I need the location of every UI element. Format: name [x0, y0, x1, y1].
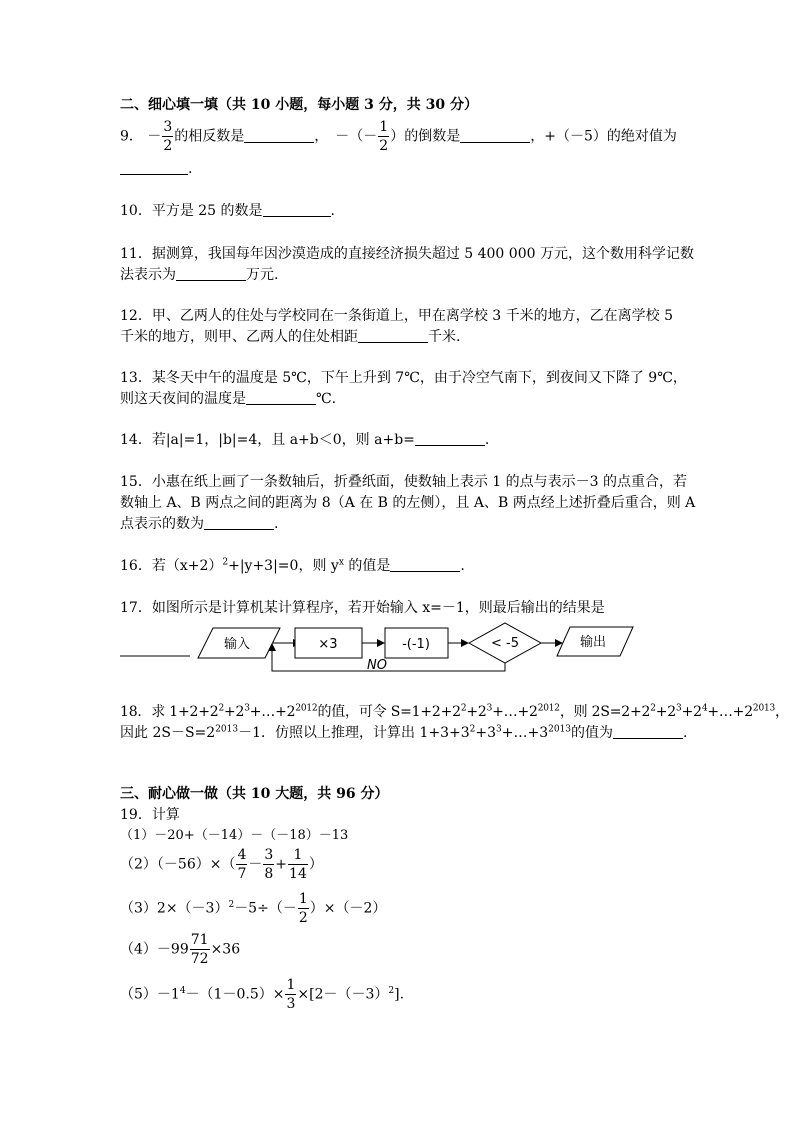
question-15-line-1: 15．小惠在纸上画了一条数轴后，折叠纸面，使数轴上表示 1 的点与表示－3 的点重合，若: [120, 474, 687, 490]
q19-p2-fraction-1: $\frac{4}{7}$: [237, 847, 247, 882]
question-17: 17．如图所示是计算机某计算程序，若开始输入 x=－1，则最后输出的结果是: [120, 600, 605, 616]
question-12-line-1: 12．甲、乙两人的住处与学校同在一条街道上，甲在离学校 3 千米的地方，乙在离学校 5: [120, 308, 673, 324]
question-19-label: 19．计算: [120, 807, 180, 823]
q16-text-3: 的值是: [343, 558, 391, 574]
q10-blank[interactable]: [263, 202, 331, 217]
q9-line-2: [120, 160, 192, 178]
q11-text: 法表示为: [120, 267, 176, 283]
flow-arrowhead-2: [377, 639, 385, 647]
q13-blank[interactable]: [246, 390, 316, 405]
flow-subtract-label: -(-1): [402, 637, 430, 652]
flow-condition-label: < -5: [491, 636, 519, 651]
q11-blank[interactable]: [176, 266, 246, 281]
q16-period: .: [460, 558, 465, 574]
q9-text-2: ， －（－: [314, 128, 378, 145]
question-18-line-1: 18．求 $1+2+2^2+2^3+\dots+2^{2012}$的值，可令 $S=1+2+2^2+2^3+\dots+2^{2012}$，则 $2S=2+2^2+2^3+2^4+\dots+2^{2013}$，: [120, 703, 789, 720]
q14-blank[interactable]: [415, 431, 485, 446]
q15-period: .: [274, 516, 279, 532]
q16-exponent-1: 2: [222, 557, 229, 568]
q15-text: 点表示的数为: [120, 516, 204, 532]
flow-input-label: 输入: [223, 637, 251, 652]
q12-unit: 千米.: [428, 329, 461, 345]
q9-text-3: ）的倒数是: [390, 128, 461, 145]
question-13-line-2: [120, 390, 336, 408]
q19-part-4: （4）－99 $\frac{71}{72}$ ×36: [120, 932, 241, 967]
question-15-line-2: 数轴上 A、B 两点之间的距离为 8（A 在 B 的左侧），且 A、B 两点经上述折叠后重合，则 A: [120, 495, 696, 511]
q19-part-1: （1）－20+（－14）－（－18）－13: [120, 828, 349, 843]
q16-text-1: 16．若（x+2）: [120, 558, 223, 574]
q9-text-1: 的相反数是: [174, 128, 245, 145]
question-10: [120, 202, 335, 220]
question-13-line-1: 13．某冬天中午的温度是 5℃，下午上升到 7℃，由于冷空气南下，到夜间又下降了 9℃，: [120, 370, 687, 386]
q19-p3-fraction: $\frac{1}{2}$: [298, 891, 308, 926]
q12-blank[interactable]: [358, 328, 428, 343]
q16-text-2: +|y+3|=0，则 y: [228, 558, 339, 574]
q19-part-2: （2）（－56）×（ $\frac{4}{7}$ － $\frac{3}{8}$ + $\frac{1}{14}$ ）: [120, 847, 323, 882]
q19-part-3: $(3)2\times(-3)^2-5\div(-$ $\frac{1}{2}$ ）×（－2）: [120, 891, 387, 926]
q12-text: 千米的地方，则甲、乙两人的住处相距: [120, 329, 358, 345]
q11-unit: 万元.: [246, 267, 279, 283]
question-11-line-1: 11．据测算，我国每年因沙漠造成的直接经济损失超过 5 400 000 万元，这个数用科学记数: [120, 246, 694, 262]
q9-blank-1[interactable]: [244, 128, 314, 143]
flow-no-label: NO: [367, 658, 387, 673]
flow-arrowhead-3: [461, 639, 469, 647]
q9-text-4: ，+（－5）的绝对值为: [530, 128, 677, 145]
q18-blank[interactable]: [613, 724, 683, 739]
question-12-line-2: [120, 328, 460, 346]
question-14: [120, 431, 489, 449]
q14-period: .: [484, 432, 490, 448]
section2-title: 二、细心填一填（共 10 小题，每小题 3 分，共 30 分）: [120, 97, 478, 113]
q19-p2-fraction-3: $\frac{1}{14}$: [289, 847, 307, 882]
q9-minus: －: [147, 128, 162, 145]
question-18-line-2: 因此 $2S-S=2^{2013}-1$．仿照以上推理，计算出 $1+3+3^2+3^3+\dots+3^{2013}$的值为 .: [120, 724, 688, 741]
q9-number: 9．: [120, 128, 143, 145]
question-11-line-2: [120, 266, 278, 284]
flow-multiply-label: ×3: [318, 637, 338, 652]
q15-blank[interactable]: [204, 515, 274, 530]
q10-period: .: [330, 203, 335, 219]
program-flowchart: [115, 620, 645, 682]
q9-blank-3[interactable]: [120, 160, 188, 175]
question-16: [120, 557, 465, 575]
flow-output-label: 输出: [579, 635, 607, 650]
section3-title: 三、耐心做一做（共 10 大题，共 96 分）: [120, 786, 389, 802]
q9-fraction-2: $\frac{1}{2}$: [379, 119, 389, 154]
q16-blank[interactable]: [390, 557, 460, 572]
q19-p5-fraction: $\frac{1}{3}$: [286, 977, 296, 1012]
q9-blank-2[interactable]: [460, 128, 530, 143]
q19-p2-fraction-2: $\frac{3}{8}$: [264, 847, 274, 882]
q13-text: 则这天夜间的温度是: [120, 391, 246, 407]
q13-unit: ℃.: [316, 391, 337, 407]
question-9: [120, 120, 677, 153]
q19-part-5: $(5)-1^4-(1-0.5)\times$ $\frac{1}{3}$ $\times[2-(-3)^2]$.: [120, 977, 405, 1012]
q19-p4-fraction: $\frac{71}{72}$: [190, 932, 209, 967]
q9-fraction-1: $\frac{3}{2}$: [163, 119, 173, 154]
q14-text: 14．若|a|=1，|b|=4，且 a+b＜0，则 a+b=: [120, 432, 415, 448]
q10-text: 10．平方是 25 的数是: [120, 203, 263, 219]
question-15-line-3: [120, 515, 278, 533]
q9-period: .: [188, 161, 193, 177]
q16-exponent-2: x: [338, 557, 344, 568]
